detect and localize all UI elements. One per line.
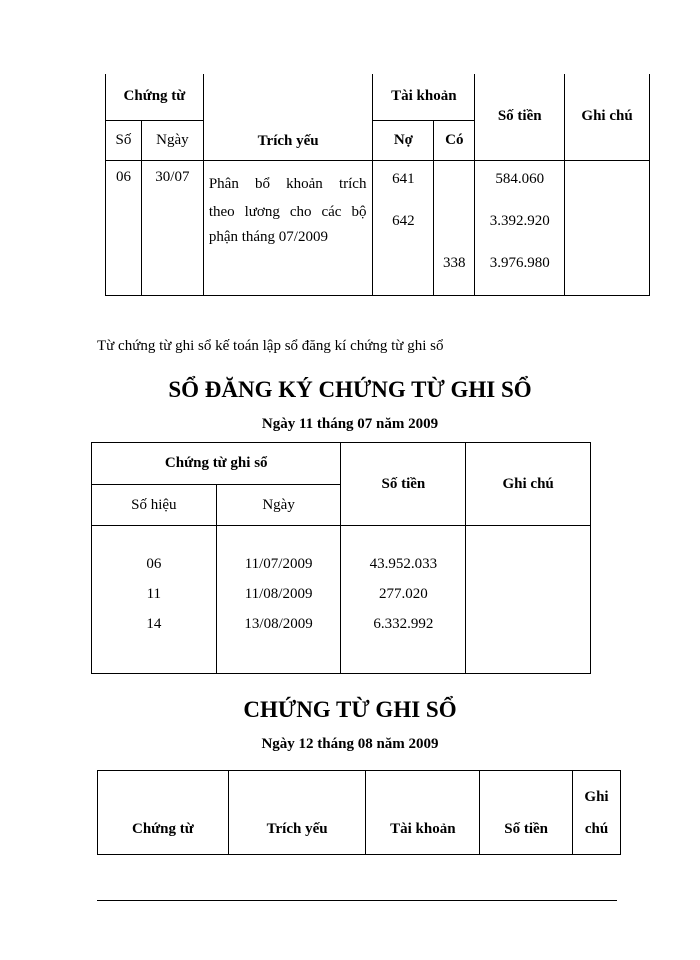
header-chung-tu-ghi-so: Chứng từ ghi sổ [92, 443, 341, 485]
header-ghi-chu [573, 771, 621, 855]
list-item: 11/07/2009 [244, 556, 313, 572]
list-item: 6.332.992 [373, 616, 434, 632]
ghi-chu-line-2: chú [584, 820, 609, 837]
header-trich-yeu: Trích yếu [203, 74, 373, 160]
header-co: Có [434, 120, 475, 160]
header-ngay: Ngày [141, 120, 203, 160]
cell-ngay: 30/07 [141, 160, 203, 295]
header-so-hieu: Số hiệu [92, 485, 217, 526]
header-tai-khoan: Tài khoản [366, 771, 480, 855]
footer-divider [97, 900, 617, 901]
list-item: 11 [146, 586, 162, 602]
cell-no [373, 160, 434, 295]
header-so-tien: Số tiền [475, 74, 565, 160]
intro-text: Từ chứng từ ghi sổ kế toán lập sổ đăng kí chứng từ ghi sổ [97, 338, 444, 354]
cell-ghi-chu [565, 160, 650, 295]
trich-yeu-line-2: theo lương cho các bộ [208, 203, 367, 220]
trich-yeu-line-3: phận tháng 07/2009 [208, 228, 328, 245]
trich-yeu-line-1: Phân bổ khoản trích [208, 175, 367, 192]
cell-so: 06 [106, 160, 142, 295]
list-item: 43.952.033 [369, 556, 438, 572]
register-title: SỔ ĐĂNG KÝ CHỨNG TỪ GHI SỔ [168, 377, 532, 402]
column-so-tien [341, 526, 466, 674]
header-so-tien: Số tiền [480, 771, 573, 855]
register-date: Ngày 11 tháng 07 năm 2009 [261, 416, 439, 432]
header-ngay: Ngày [216, 485, 341, 526]
cell-co [434, 160, 475, 295]
amount-2: 3.392.920 [489, 212, 550, 229]
voucher-title: CHỨNG TỪ GHI SỔ [243, 697, 457, 722]
column-ghi-chu [466, 526, 591, 674]
column-ngay [216, 526, 341, 674]
header-tai-khoan: Tài khoản [373, 74, 475, 120]
voucher-table [97, 770, 621, 855]
list-item: 13/08/2009 [244, 616, 313, 632]
cell-trich-yeu [203, 160, 373, 295]
ghi-chu-line-1: Ghi [584, 788, 609, 805]
amount-1: 584.060 [495, 170, 545, 187]
no-account-1: 641 [392, 170, 415, 187]
header-trich-yeu: Trích yếu [228, 771, 366, 855]
header-chung-tu: Chứng từ [98, 771, 229, 855]
register-table [91, 442, 591, 674]
table-row [106, 160, 650, 295]
header-chung-tu: Chứng từ [106, 74, 204, 120]
voucher-date: Ngày 12 tháng 08 năm 2009 [261, 736, 439, 752]
amount-3: 3.976.980 [489, 254, 550, 271]
header-no: Nợ [373, 120, 434, 160]
journal-voucher-table-continued [105, 74, 650, 296]
column-so-hieu [92, 526, 217, 674]
list-item: 11/08/2009 [244, 586, 313, 602]
co-account-3: 338 [443, 254, 466, 271]
header-so: Số [106, 120, 142, 160]
list-item: 06 [146, 556, 162, 572]
header-ghi-chu: Ghi chú [565, 74, 650, 160]
cell-so-tien [475, 160, 565, 295]
list-item: 277.020 [379, 586, 428, 602]
header-so-tien: Số tiền [341, 443, 466, 526]
list-item: 14 [146, 616, 162, 632]
no-account-2: 642 [392, 212, 415, 229]
header-ghi-chu: Ghi chú [466, 443, 591, 526]
